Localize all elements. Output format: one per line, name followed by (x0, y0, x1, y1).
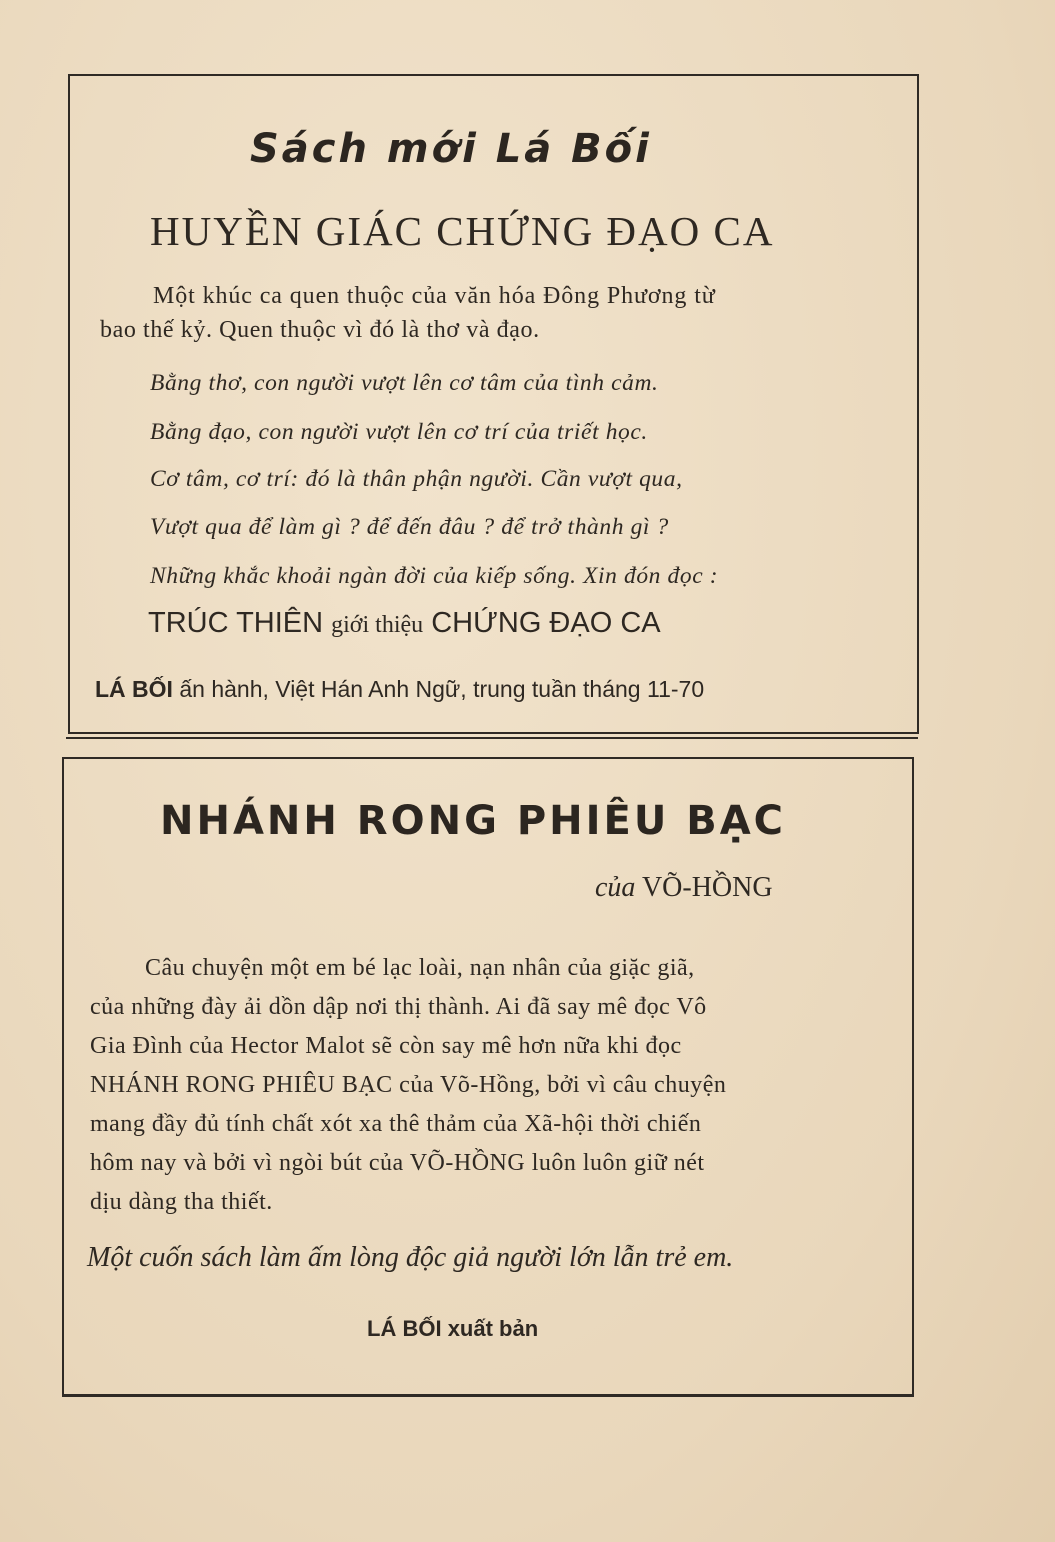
ad2-para-line: NHÁNH RONG PHIÊU BẠC của Võ-Hồng, bởi vì câu chuyện (90, 1072, 727, 1098)
ad1-intro-line (148, 607, 661, 640)
ad1-verse: Bằng thơ, con người vượt lên cơ tâm của tình cảm. (150, 370, 659, 396)
ad2-author-line (595, 872, 773, 904)
ad2-para-line: Câu chuyện một em bé lạc loài, nạn nhân của giặc giã, (145, 955, 695, 981)
ad2-para-line: Gia Đình của Hector Malot sẽ còn say mê hơn nữa khi đọc (90, 1033, 682, 1059)
ad1-publish-line (95, 676, 704, 703)
ad2-para-line: mang đầy đủ tính chất xót xa thê thảm của Xã-hội thời chiến (90, 1111, 702, 1137)
ad1-verse: Bằng đạo, con người vượt lên cơ trí của triết học. (150, 419, 648, 445)
ad2-author-prefix: của (595, 872, 636, 903)
ad1-verse: Những khắc khoải ngàn đời của kiếp sống. Xin đón đọc : (150, 563, 719, 589)
ad1-publisher: LÁ BỐI (95, 676, 173, 702)
ad1-intro-word: giới thiệu (331, 612, 424, 638)
ad1-header: Sách mới Lá Bối (250, 126, 652, 172)
ad1-para-line: bao thế kỷ. Quen thuộc vì đó là thơ và đạo. (100, 317, 540, 343)
ad2-para-line: của những đày ải dồn dập nơi thị thành. Ai đã say mê đọc Vô (90, 994, 707, 1020)
ad1-book-title: HUYỀN GIÁC CHỨNG ĐẠO CA (150, 208, 775, 254)
ad2-author-name: VÕ-HỒNG (641, 872, 773, 903)
ad1-verse: Cơ tâm, cơ trí: đó là thân phận người. Cần vượt qua, (150, 466, 683, 492)
ad1-verse: Vượt qua để làm gì ? để đến đâu ? để trở thành gì ? (150, 514, 669, 540)
ad1-intro-title: CHỨNG ĐẠO CA (431, 607, 661, 639)
ad2-book-title: NHÁNH RONG PHIÊU BẠC (160, 798, 787, 844)
ad2-publish-line (367, 1316, 538, 1342)
ad2-publish-text: xuất bản (447, 1316, 539, 1341)
ad2-para-line: hôm nay và bởi vì ngòi bút của VÕ-HỒNG luôn luôn giữ nét (90, 1150, 705, 1176)
ad2-para-line: dịu dàng tha thiết. (90, 1189, 273, 1215)
ad1-intro-name: TRÚC THIÊN (148, 607, 324, 639)
ad2-publisher: LÁ BỐI (367, 1316, 442, 1341)
ad2-tagline: Một cuốn sách làm ấm lòng độc giả người lớn lẫn trẻ em. (87, 1242, 734, 1273)
divider-rule (66, 737, 918, 739)
ad1-publish-text: ấn hành, Việt Hán Anh Ngữ, trung tuần tháng 11-70 (179, 676, 705, 702)
ad1-para-line: Một khúc ca quen thuộc của văn hóa Đông Phương từ (153, 283, 716, 309)
